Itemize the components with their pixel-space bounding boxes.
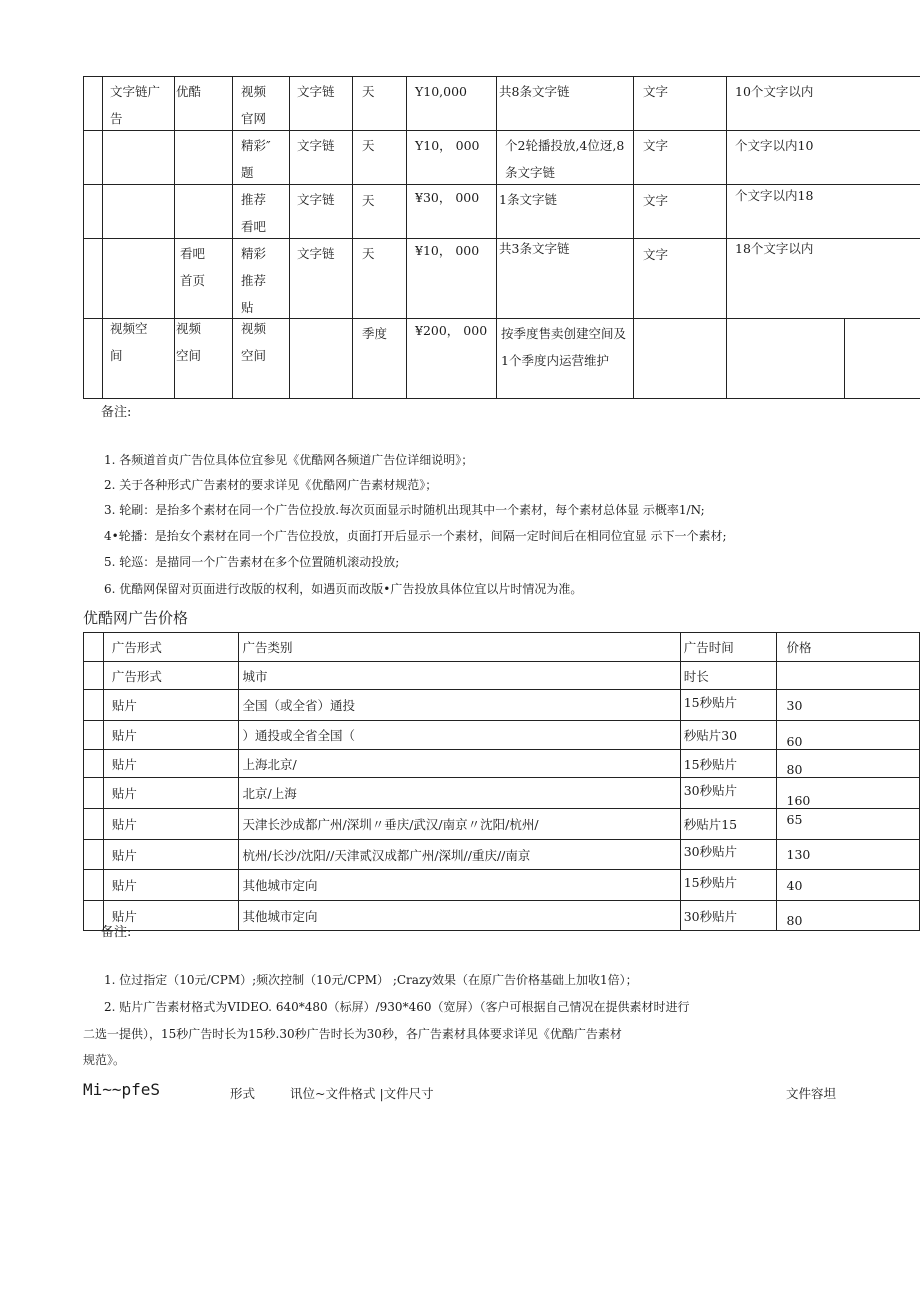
table-cell: 130 <box>776 840 919 870</box>
table-cell: ¥30， 000 <box>415 190 480 205</box>
footer-col-form: 形式 <box>230 1086 256 1101</box>
table-cell: 15秒贴片 <box>680 750 776 778</box>
table-header-cell: 广告时间 <box>680 633 776 662</box>
table-cell: 天津长沙成都广州/深圳〃垂庆/武汉/南京〃沈阳/杭州/ <box>239 809 680 840</box>
table-row <box>84 901 920 931</box>
table-cell: ¥10， 000 <box>415 243 480 258</box>
table-cell <box>776 662 919 690</box>
table-cell: 按季度售卖创建空间及1个季度内运营维护 <box>501 326 627 368</box>
notes-title: 备注: <box>101 925 132 940</box>
table-cell: 优酷 <box>176 84 202 99</box>
note-item: 2. 关于各种形式广告素材的要求详见《优酷网广告素材规范》； <box>104 478 438 492</box>
table-cell: 天 <box>362 84 375 99</box>
price-table <box>83 632 920 931</box>
note-item: 6. 优酷网保留对页面进行改版的权利，如遇页而改版•广告投放具体位宜以片时情况为准。 <box>104 582 583 596</box>
table-cell: 文字 <box>643 193 669 208</box>
table-cell <box>84 778 104 809</box>
table-cell: 视频空间 <box>176 321 202 363</box>
table-header-cell: 广告类别 <box>239 633 680 662</box>
footer-col-capacity: 文件容坦 <box>786 1086 837 1101</box>
table-cell: 个文字以内10 <box>735 138 814 153</box>
table-cell: 精彩″题 <box>241 138 271 180</box>
table-cell: 全国（或全省）通投 <box>239 690 680 721</box>
table-cell: 贴片 <box>103 778 239 809</box>
table-cell: 65 <box>776 809 919 840</box>
table-row <box>84 750 920 778</box>
section-title: 优酷网广告价格 <box>83 609 189 627</box>
table-cell: 贴片 <box>103 840 239 870</box>
table-cell: 其他城市定向 <box>239 901 680 931</box>
table-cell: 80 <box>776 750 919 778</box>
note-item: 二选一提供），15秒广告时长为15秒.30秒广告时长为30秒，各广告素材具体要求详见《优酷广告素材 <box>83 1027 622 1041</box>
table-cell: 贴片 <box>103 870 239 901</box>
table-cell: 共8条文字链 <box>499 84 570 99</box>
table-cell <box>84 690 104 721</box>
table-cell: 文字链 <box>297 246 335 261</box>
table-cell: 其他城市定向 <box>239 870 680 901</box>
table-cell: 贴片 <box>103 901 239 931</box>
table-cell: 30 <box>776 690 919 721</box>
table-cell: 15秒贴片 <box>680 870 776 901</box>
table-cell: 文字 <box>643 247 669 262</box>
table-row <box>84 633 920 662</box>
note-item: 规范》。 <box>83 1053 126 1067</box>
table-cell <box>84 870 104 901</box>
table-cell: 看吧首页 <box>180 246 206 288</box>
table-row <box>84 690 920 721</box>
table-cell: 文字链 <box>297 192 335 207</box>
table-cell: 文字链 <box>297 84 335 99</box>
table-cell: 60 <box>776 721 919 750</box>
table-cell: 18个文字以内 <box>735 241 814 256</box>
table-cell <box>84 662 104 690</box>
table-cell: 天 <box>362 246 375 261</box>
note-item: 1. 位过指定（10元/CPM）;频次控制（10元/CPM） ;Crazy效果（在原广告价格基础上加收1倍）； <box>104 973 638 987</box>
table-cell: 时长 <box>680 662 776 690</box>
table-cell: 视频官网 <box>241 84 267 126</box>
table-cell <box>84 750 104 778</box>
table-row <box>84 840 920 870</box>
table-cell: 40 <box>776 870 919 901</box>
table-cell: 天 <box>362 138 375 153</box>
table-cell: 个2轮播投放,4位迓,8条文字链 <box>505 138 625 180</box>
table-cell: 北京/上海 <box>239 778 680 809</box>
ad-slot-table <box>0 0 920 400</box>
table-cell <box>84 721 104 750</box>
table-header-cell: 广告形式 <box>103 633 239 662</box>
footer-label: Mi~~pfeS <box>83 1080 161 1099</box>
note-item: 1. 各频道首贞广告位具体位宜参见《优酷网各频道广告位详细说明》； <box>104 453 474 467</box>
table-cell: 精彩推荐贴 <box>241 246 267 315</box>
table-cell <box>84 840 104 870</box>
table-cell: 城市 <box>239 662 680 690</box>
table-cell <box>84 809 104 840</box>
table-header-cell: 价格 <box>776 633 919 662</box>
table-cell: 广告形式 <box>103 662 239 690</box>
table-cell: 天 <box>362 193 375 208</box>
table-row <box>84 870 920 901</box>
table-cell: 文字 <box>643 138 669 153</box>
table-cell: 80 <box>776 901 919 931</box>
table-cell: 30秒贴片 <box>680 840 776 870</box>
table-cell: 贴片 <box>103 809 239 840</box>
table-row <box>84 721 920 750</box>
table-cell: ¥200， 000 <box>415 323 488 338</box>
footer-col-format-size: 讯位~文件格式 |文件尺寸 <box>290 1086 434 1101</box>
table-cell: ）通投或全省全国（ <box>239 721 680 750</box>
table-cell: 10个文字以内 <box>735 84 814 99</box>
table-cell: 160 <box>776 778 919 809</box>
table-cell: 视频空间 <box>241 321 267 363</box>
note-item: 2. 贴片广告素材格式为VIDEO. 640*480（标屏）/930*460（宽屏）（客户可根据自己情况在提供素材时进行 <box>104 1000 690 1014</box>
table-cell <box>84 633 104 662</box>
table-cell: Y10,000 <box>415 84 467 99</box>
table-cell: 秒贴片15 <box>680 809 776 840</box>
table-cell: 30秒贴片 <box>680 901 776 931</box>
table-cell: 上海北京/ <box>239 750 680 778</box>
table-cell: 季度 <box>362 326 388 341</box>
table-cell: 15秒贴片 <box>680 690 776 721</box>
table-cell: 1条文字链 <box>499 192 557 207</box>
table-cell: Y10， 000 <box>415 138 480 153</box>
table-cell: 贴片 <box>103 690 239 721</box>
table-cell: 秒贴片30 <box>680 721 776 750</box>
table-row <box>84 809 920 840</box>
note-item: 5. 轮巡：是描同一个广告素材在多个位置随机滚动投放; <box>104 555 400 569</box>
table-row <box>84 662 920 690</box>
table-cell: 贴片 <box>103 721 239 750</box>
note-item: 3. 轮刷：是抬多个素材在同一个广告位投放.每次页面显示时随机出现其中一个素材，每个素材总体显 示概率1/N; <box>104 503 705 517</box>
table-cell: 文字 <box>643 84 669 99</box>
table-cell: 共3条文字链 <box>499 241 570 256</box>
table-cell: 杭州/长沙/沈阳//天津贰汉成都广州/深圳//重庆//南京 <box>239 840 680 870</box>
table-row <box>84 778 920 809</box>
table-cell: 视频空间 <box>110 321 148 363</box>
table-cell: 推荐看吧 <box>241 192 267 234</box>
notes-title: 备注: <box>101 405 132 420</box>
note-item: 4•轮播：是抬女个素材在同一个广告位投放，贞面打开后显示一个素材，间隔一定时间后在相同位宜显 示下一个素材; <box>104 529 727 543</box>
table-cell: 个文字以内18 <box>735 188 814 203</box>
table-cell: 文字链广告 <box>110 84 161 126</box>
table-cell: 30秒贴片 <box>680 778 776 809</box>
table-cell: 贴片 <box>103 750 239 778</box>
table-cell: 文字链 <box>297 138 335 153</box>
